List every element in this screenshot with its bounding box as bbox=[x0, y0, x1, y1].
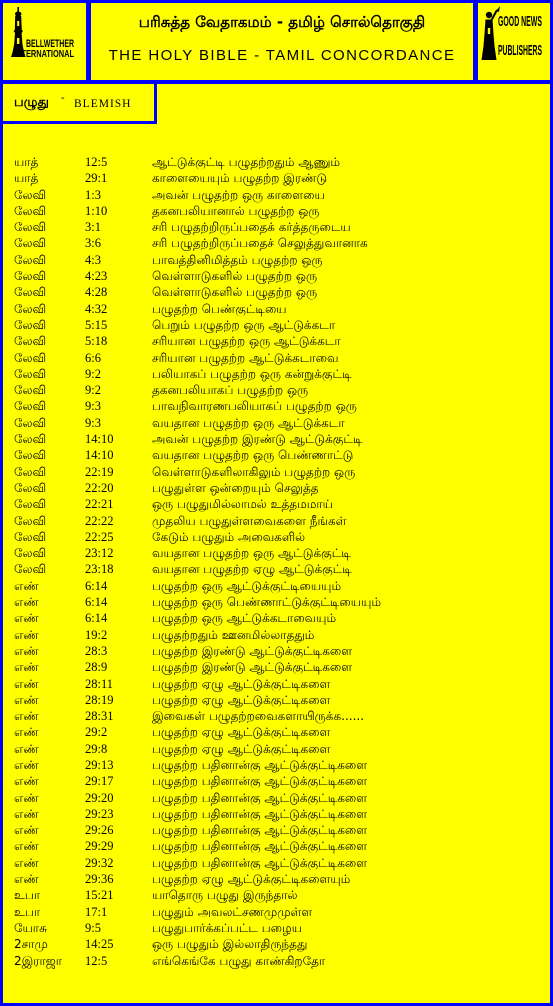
verse-snippet: கேடும் பழுதும் அவைகளில் bbox=[152, 529, 306, 544]
book-name: லேவி bbox=[14, 187, 47, 202]
verse-reference: 29:8 bbox=[85, 741, 108, 756]
book-name: எண் bbox=[14, 709, 39, 724]
reference-row bbox=[0, 708, 550, 724]
reference-row bbox=[0, 773, 550, 789]
verse-reference: 22:25 bbox=[85, 529, 114, 544]
reference-row bbox=[0, 301, 550, 317]
verse-reference: 3:1 bbox=[85, 220, 101, 235]
verse-reference: 4:23 bbox=[85, 269, 108, 284]
verse-reference: 29:2 bbox=[85, 725, 108, 740]
book-name: லேவி bbox=[14, 285, 47, 300]
verse-snippet: பாவநிவாரணபலியாகப் பழுதற்ற ஒரு bbox=[152, 399, 357, 414]
book-name: லேவி bbox=[14, 448, 47, 463]
reference-row bbox=[0, 496, 550, 512]
book-name: லேவி bbox=[14, 334, 47, 349]
verse-reference: 14:10 bbox=[85, 448, 114, 463]
reference-row bbox=[0, 692, 550, 708]
verse-reference: 28:11 bbox=[85, 676, 114, 691]
verse-snippet: யாதொரு பழுது இருந்தால் bbox=[152, 888, 298, 903]
book-name: லேவி bbox=[14, 497, 47, 512]
verse-snippet: பழுதற்ற ஒரு ஆட்டுக்கடாவையும் bbox=[152, 611, 337, 626]
verse-reference: 5:18 bbox=[85, 334, 108, 349]
verse-snippet: பழுதற்ற ஏழு ஆட்டுக்குட்டிகளை bbox=[152, 741, 331, 756]
verse-reference: 28:31 bbox=[85, 709, 114, 724]
verse-reference: 3:6 bbox=[85, 236, 101, 251]
book-name: எண் bbox=[14, 643, 39, 658]
reference-row bbox=[0, 284, 550, 300]
verse-snippet: பழுதற்ற ஏழு ஆட்டுக்குட்டிகளை bbox=[152, 692, 331, 707]
logo-right-line1: GOOD NEWS bbox=[498, 13, 542, 30]
verse-snippet: வெள்ளாடுகளிலாகிலும் பழுதற்ற ஒரு bbox=[152, 464, 356, 479]
good-news-logo bbox=[475, 0, 553, 83]
reference-row bbox=[0, 154, 550, 170]
verse-snippet: பழுதற்ற பதினான்கு ஆட்டுக்குட்டிகளை bbox=[152, 790, 368, 805]
reference-row bbox=[0, 464, 550, 480]
reference-row bbox=[0, 953, 550, 969]
book-name: எண் bbox=[14, 611, 39, 626]
reference-row bbox=[0, 431, 550, 447]
book-name: எண் bbox=[14, 725, 39, 740]
book-name: லேவி bbox=[14, 432, 47, 447]
book-name: எண் bbox=[14, 578, 39, 593]
verse-snippet: பழுதும் அவலட்சணமுமுள்ள bbox=[152, 904, 313, 919]
verse-reference: 9:2 bbox=[85, 383, 101, 398]
verse-snippet: பழுதற்ற பெண்குட்டியை bbox=[152, 301, 287, 316]
verse-reference: 4:3 bbox=[85, 252, 101, 267]
reference-row bbox=[0, 317, 550, 333]
verse-snippet: ஒரு பழுதுமில்லாமல் உத்தமமாய் bbox=[152, 497, 333, 512]
reference-row bbox=[0, 382, 550, 398]
entry-term-english: BLEMISH bbox=[74, 98, 132, 110]
reference-row bbox=[0, 627, 550, 643]
verse-reference: 4:32 bbox=[85, 301, 108, 316]
reference-row bbox=[0, 920, 550, 936]
page-title-box bbox=[88, 0, 476, 83]
reference-row bbox=[0, 822, 550, 838]
book-name: லேவி bbox=[14, 464, 47, 479]
reference-row bbox=[0, 447, 550, 463]
entry-term-box bbox=[0, 81, 157, 124]
verse-snippet: பழுதற்ற பதினான்கு ஆட்டுக்குட்டிகளை bbox=[152, 757, 368, 772]
reference-row bbox=[0, 578, 550, 594]
book-name: லேவி bbox=[14, 399, 47, 414]
bellwether-logo-graphic bbox=[0, 0, 89, 83]
verse-snippet: பழுதற்ற பதினான்கு ஆட்டுக்குட்டிகளை bbox=[152, 839, 368, 854]
book-name: 2இராஜா bbox=[14, 953, 63, 968]
verse-reference: 29:13 bbox=[85, 757, 114, 772]
verse-snippet: காளையையும் பழுதற்ற இரண்டு bbox=[152, 171, 328, 186]
book-name: எண் bbox=[14, 692, 39, 707]
book-name: எண் bbox=[14, 839, 39, 854]
good-news-logo-graphic bbox=[475, 0, 553, 83]
verse-snippet: தகனபலியாகப் பழுதற்ற ஒரு bbox=[152, 383, 309, 398]
verse-snippet: ஆட்டுக்குட்டி பழுதற்றதும் ஆணும் bbox=[152, 155, 341, 169]
verse-reference: 1:10 bbox=[85, 203, 108, 218]
verse-reference: 9:3 bbox=[85, 399, 101, 414]
verse-reference: 5:15 bbox=[85, 317, 108, 332]
verse-reference: 29:17 bbox=[85, 774, 114, 789]
book-name: லேவி bbox=[14, 269, 47, 284]
reference-row bbox=[0, 724, 550, 740]
reference-row bbox=[0, 838, 550, 854]
book-name: எண் bbox=[14, 676, 39, 691]
book-name: யாத் bbox=[14, 155, 39, 169]
verse-snippet: பழுதற்ற ஒரு ஆட்டுக்குட்டியையும் bbox=[152, 578, 342, 593]
book-name: எண் bbox=[14, 595, 39, 610]
verse-snippet: பழுதற்றதும் ஊனமில்லாததும் bbox=[152, 627, 315, 642]
logo-left-line2: INTERNATIONAL bbox=[14, 49, 74, 60]
reference-row bbox=[0, 170, 550, 186]
verse-snippet: சரி பழுதற்றிருப்பதைச் செலுத்துவானாக bbox=[152, 236, 368, 251]
book-name: லேவி bbox=[14, 529, 47, 544]
verse-reference: 12:5 bbox=[85, 155, 108, 169]
verse-snippet: சரியான பழுதற்ற ஆட்டுக்கடாவை bbox=[152, 350, 339, 365]
reference-row bbox=[0, 855, 550, 871]
verse-reference: 17:1 bbox=[85, 904, 108, 919]
reference-row bbox=[0, 235, 550, 251]
book-name: எண் bbox=[14, 774, 39, 789]
verse-reference: 28:9 bbox=[85, 660, 108, 675]
verse-reference: 6:14 bbox=[85, 611, 108, 626]
verse-snippet: எங்கெங்கே பழுது காண்கிறதோ bbox=[152, 953, 326, 968]
book-name: உபா bbox=[14, 888, 41, 903]
verse-snippet: பழுதற்ற ஒரு பெண்ணாட்டுக்குட்டியையும் bbox=[152, 595, 382, 610]
verse-snippet: முதலிய பழுதுள்ளவைகளை நீங்கள் bbox=[152, 513, 347, 528]
book-name: லேவி bbox=[14, 220, 47, 235]
reference-row bbox=[0, 415, 550, 431]
reference-row bbox=[0, 187, 550, 203]
book-name: எண் bbox=[14, 741, 39, 756]
verse-reference: 23:18 bbox=[85, 562, 114, 577]
verse-snippet: சரி பழுதற்றிருப்பதைக் கர்த்தருடைய bbox=[152, 220, 351, 235]
verse-reference: 22:21 bbox=[85, 497, 114, 512]
reference-row bbox=[0, 480, 550, 496]
verse-reference: 6:6 bbox=[85, 350, 101, 365]
verse-reference: 23:12 bbox=[85, 546, 114, 561]
reference-row bbox=[0, 741, 550, 757]
verse-reference: 14:10 bbox=[85, 432, 114, 447]
verse-reference: 29:32 bbox=[85, 855, 114, 870]
book-name: எண் bbox=[14, 627, 39, 642]
verse-reference: 9:5 bbox=[85, 920, 101, 935]
verse-snippet: வெள்ளாடுகளில் பழுதற்ற ஒரு bbox=[152, 269, 318, 284]
verse-snippet: பழுதற்ற பதினான்கு ஆட்டுக்குட்டிகளை bbox=[152, 823, 368, 838]
reference-row bbox=[0, 904, 550, 920]
page-title-english: THE HOLY BIBLE - TAMIL CONCORDANCE bbox=[108, 47, 456, 64]
reference-row bbox=[0, 529, 550, 545]
reference-list bbox=[0, 154, 550, 969]
reference-row bbox=[0, 366, 550, 382]
book-name: எண் bbox=[14, 872, 39, 887]
reference-row bbox=[0, 610, 550, 626]
verse-snippet: பழுதற்ற பதினான்கு ஆட்டுக்குட்டிகளை bbox=[152, 806, 368, 821]
verse-reference: 22:20 bbox=[85, 480, 114, 495]
verse-reference: 4:28 bbox=[85, 285, 108, 300]
book-name: உபா bbox=[14, 904, 41, 919]
verse-snippet: வயதான பழுதற்ற ஒரு ஆட்டுக்குட்டி bbox=[152, 546, 351, 561]
book-name: எண் bbox=[14, 790, 39, 805]
reference-row bbox=[0, 219, 550, 235]
verse-snippet: வயதான பழுதற்ற ஏழு ஆட்டுக்குட்டி bbox=[152, 562, 352, 577]
page-title-tamil: பரிசுத்த வேதாகமம் - தமிழ் சொல்தொகுதி bbox=[138, 13, 426, 31]
reference-row bbox=[0, 936, 550, 952]
verse-reference: 29:23 bbox=[85, 806, 114, 821]
reference-row bbox=[0, 643, 550, 659]
verse-snippet: பலியாகப் பழுதற்ற ஒரு கன்றுக்குட்டி bbox=[152, 366, 352, 381]
reference-row bbox=[0, 887, 550, 903]
book-name: எண் bbox=[14, 660, 39, 675]
verse-reference: 29:1 bbox=[85, 171, 108, 186]
reference-row bbox=[0, 333, 550, 349]
verse-reference: 22:19 bbox=[85, 464, 114, 479]
book-name: எண் bbox=[14, 806, 39, 821]
book-name: யாத் bbox=[14, 171, 39, 186]
book-name: லேவி bbox=[14, 203, 47, 218]
verse-reference: 29:36 bbox=[85, 872, 114, 887]
reference-row bbox=[0, 757, 550, 773]
reference-row bbox=[0, 659, 550, 675]
reference-row bbox=[0, 513, 550, 529]
verse-snippet: பழுதற்ற பதினான்கு ஆட்டுக்குட்டிகளை bbox=[152, 774, 368, 789]
verse-reference: 15:21 bbox=[85, 888, 114, 903]
book-name: எண் bbox=[14, 757, 39, 772]
verse-snippet: பழுதுள்ள ஒன்றையும் செலுத்த bbox=[152, 480, 319, 495]
verse-reference: 29:26 bbox=[85, 823, 114, 838]
verse-reference: 12:5 bbox=[85, 953, 108, 968]
book-name: லேவி bbox=[14, 415, 47, 430]
book-name: 2சாமு bbox=[14, 937, 48, 952]
reference-row bbox=[0, 561, 550, 577]
reference-row bbox=[0, 594, 550, 610]
book-name: லேவி bbox=[14, 350, 47, 365]
reference-row bbox=[0, 350, 550, 366]
verse-reference: 29:29 bbox=[85, 839, 114, 854]
verse-snippet: ஒரு பழுதும் இல்லாதிருந்தது bbox=[152, 937, 308, 952]
verse-reference: 1:3 bbox=[85, 187, 101, 202]
verse-reference: 6:14 bbox=[85, 578, 108, 593]
verse-reference: 14:25 bbox=[85, 937, 114, 952]
verse-snippet: பழுதற்ற ஏழு ஆட்டுக்குட்டிகளை bbox=[152, 725, 331, 740]
reference-row bbox=[0, 790, 550, 806]
book-name: லேவி bbox=[14, 236, 47, 251]
book-name: எண் bbox=[14, 823, 39, 838]
verse-snippet: வயதான பழுதற்ற ஒரு பெண்ணாட்டு bbox=[152, 448, 354, 463]
entry-term-tamil: பழுது bbox=[14, 95, 49, 110]
reference-row bbox=[0, 806, 550, 822]
entry-term-separator: - bbox=[61, 92, 65, 104]
book-name: லேவி bbox=[14, 301, 47, 316]
bellwether-logo bbox=[0, 0, 89, 83]
book-name: லேவி bbox=[14, 317, 47, 332]
verse-snippet: வெள்ளாடுகளில் பழுதற்ற ஒரு bbox=[152, 285, 318, 300]
verse-reference: 29:20 bbox=[85, 790, 114, 805]
book-name: லேவி bbox=[14, 252, 47, 267]
verse-reference: 9:2 bbox=[85, 366, 101, 381]
book-name: லேவி bbox=[14, 480, 47, 495]
book-name: யோசு bbox=[14, 920, 47, 935]
verse-snippet: பெறும் பழுதற்ற ஒரு ஆட்டுக்கடா bbox=[152, 317, 336, 332]
reference-row bbox=[0, 252, 550, 268]
book-name: எண் bbox=[14, 855, 39, 870]
reference-row bbox=[0, 871, 550, 887]
book-name: லேவி bbox=[14, 383, 47, 398]
verse-snippet: பாவத்தினிமித்தம் பழுதற்ற ஒரு bbox=[152, 252, 323, 267]
verse-snippet: பழுதுபார்க்கப்பட்ட பழைய bbox=[152, 920, 302, 935]
book-name: லேவி bbox=[14, 562, 47, 577]
verse-snippet: பழுதற்ற பதினான்கு ஆட்டுக்குட்டிகளை bbox=[152, 855, 368, 870]
book-name: லேவி bbox=[14, 513, 47, 528]
book-name: லேவி bbox=[14, 546, 47, 561]
verse-snippet: தகனபலியானால் பழுதற்ற ஒரு bbox=[152, 203, 320, 218]
reference-row bbox=[0, 203, 550, 219]
verse-snippet: பழுதற்ற ஏழு ஆட்டுக்குட்டிகளையும் bbox=[152, 872, 351, 887]
reference-row bbox=[0, 268, 550, 284]
verse-reference: 6:14 bbox=[85, 595, 108, 610]
verse-reference: 19:2 bbox=[85, 627, 108, 642]
reference-row bbox=[0, 545, 550, 561]
verse-reference: 28:19 bbox=[85, 692, 114, 707]
verse-snippet: வயதான பழுதற்ற ஒரு ஆட்டுக்கடா bbox=[152, 415, 345, 430]
verse-snippet: பழுதற்ற ஏழு ஆட்டுக்குட்டிகளை bbox=[152, 676, 331, 691]
logo-right-line2: PUBLISHERS bbox=[498, 42, 542, 59]
book-name: லேவி bbox=[14, 366, 47, 381]
verse-snippet: இவைகள் பழுதற்றவைகளாயிருக்க...... bbox=[152, 709, 365, 724]
verse-snippet: பழுதற்ற இரண்டு ஆட்டுக்குட்டிகளை bbox=[152, 660, 353, 675]
reference-row bbox=[0, 398, 550, 414]
reference-row bbox=[0, 676, 550, 692]
verse-reference: 9:3 bbox=[85, 415, 101, 430]
verse-snippet: சரியான பழுதற்ற ஒரு ஆட்டுக்கடா bbox=[152, 334, 341, 349]
verse-snippet: பழுதற்ற இரண்டு ஆட்டுக்குட்டிகளை bbox=[152, 643, 353, 658]
verse-reference: 22:22 bbox=[85, 513, 114, 528]
verse-snippet: அவன் பழுதற்ற இரண்டு ஆட்டுக்குட்டி bbox=[152, 432, 363, 447]
verse-reference: 28:3 bbox=[85, 643, 108, 658]
verse-snippet: அவன் பழுதற்ற ஒரு காளையை bbox=[152, 187, 325, 202]
logo-left-line1: BELLWETHER bbox=[26, 38, 75, 50]
